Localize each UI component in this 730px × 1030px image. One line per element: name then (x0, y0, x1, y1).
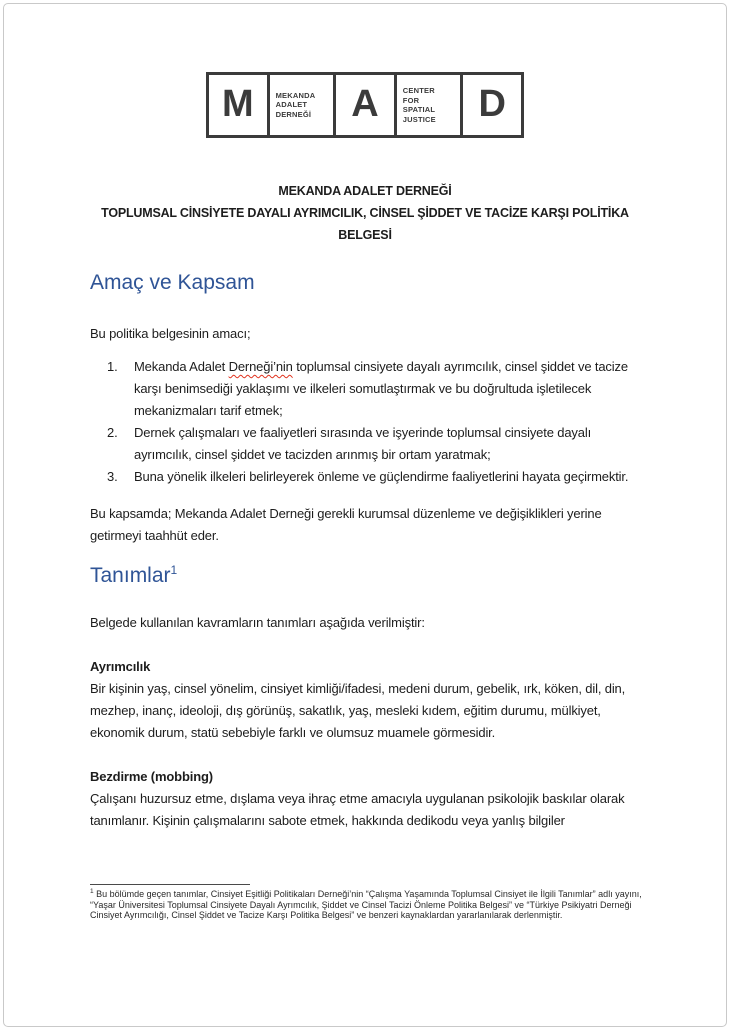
term-block-ayrimcilik (90, 656, 640, 744)
logo-org-tr-line: DERNEĞİ (275, 109, 312, 119)
logo-letter-m: M (221, 83, 254, 125)
logo-letter-a: A (351, 83, 379, 125)
logo-cell-a (333, 75, 394, 135)
heading-footnote-superscript: 1 (170, 563, 178, 577)
term-heading-bezdirme: Bezdirme (mobbing) (90, 769, 213, 784)
misspelled-word: Derneği’nin (228, 359, 293, 374)
logo-cell-m (209, 75, 267, 135)
list-item-text-post: toplumsal cinsiyete dayalı ayrımcılık, cinsel şiddet ve tacize karşı benimsediği yaklaşımı ve ilkeleri somutlaştırmak ve bu doğrultuda işletilecek mekanizmaları tarif etmek; (134, 359, 628, 418)
list-item-text-pre: Mekanda Adalet (134, 359, 229, 374)
paragraph-definitions-intro: Belgede kullanılan kavramların tanımları aşağıda verilmiştir: (90, 615, 425, 630)
document-body (4, 269, 726, 832)
list-item-3 (90, 466, 640, 488)
document-title (40, 180, 690, 246)
list-item-text: Dernek çalışmaları ve faaliyetleri sırasında ve işyerinde toplumsal cinsiyete dayalı ayrımcılık, cinsel şiddet ve tacizden arınmış bir ortam yaratmak; (134, 425, 592, 462)
section-heading-tanimlar-label: Tanımlar (90, 564, 171, 587)
logo-org-tr-line: ADALET (275, 100, 308, 110)
term-definition-bezdirme: Çalışanı huzursuz etme, dışlama veya ihraç etme amacıyla uygulanan psikolojik baskılar olarak tanımlanır. Kişinin çalışmalarını sabote etmek, hakkında dedikodu veya yanlış bilgiler (90, 791, 625, 828)
footnote-area (90, 884, 664, 921)
term-heading-ayrimcilik: Ayrımcılık (90, 659, 151, 674)
term-definition-ayrimcilik: Bir kişinin yaş, cinsel yönelim, cinsiyet kimliği/ifadesi, medeni durum, gebelik, ırk, köken, dil, din, mezhep, inanç, ideoloji, dış görünüş, sakatlık, yaş, mesleki kıdem, eğitim durumu, mülkiyet, ekonomik durum, statü sebebiyle farklı ve olumsuz muamele görmesidir. (90, 681, 626, 740)
footnote-marker: 1 (90, 888, 94, 895)
list-item-number: 2. (107, 425, 118, 440)
mad-logo (206, 72, 524, 138)
numbered-list (90, 356, 640, 488)
logo-org-en-line: JUSTICE (402, 114, 436, 124)
list-item-text (134, 356, 640, 422)
logo-letter-d: D (478, 83, 506, 125)
logo-org-en-line: CENTER (402, 86, 435, 95)
title-line: MEKANDA ADALET DERNEĞİ (278, 184, 452, 198)
footnote-text: Bu bölümde geçen tanımlar, Cinsiyet Eşitliği Politikaları Derneği’nin “Çalışma Yaşamında Toplumsal Cinsiyet ile İlgili Tanımlar” adlı yayını, “Yaşar Üniversitesi Toplumsal Cinsiyete Dayalı Ayrımcılık, Şiddet ve Cinsel Tacizi Önleme Politika Belgesi” ve “Türkiye Psikiyatri Derneği Cinsiyet Ayrımcılığı, Cinsel Şiddet ve Tacize Karşı Politika Belgesi” ve benzeri kaynaklardan yararlanılarak derlenmiştir. (90, 889, 642, 920)
list-item-text: Buna yönelik ilkeleri belirleyerek önleme ve güçlendirme faaliyetlerini hayata geçirmektir. (134, 469, 629, 484)
title-line: TOPLUMSAL CİNSİYETE DAYALI AYRIMCILIK, CİNSEL ŞİDDET VE TACİZE KARŞI POLİTİKA (101, 206, 629, 220)
section-heading-tanimlar (90, 562, 640, 589)
list-item-1 (90, 356, 640, 422)
list-item-2 (90, 422, 640, 466)
document-page (3, 3, 727, 1027)
logo-org-en-line: FOR (402, 95, 420, 105)
list-item-number: 3. (107, 469, 118, 484)
title-line: BELGESİ (338, 228, 392, 242)
footnote-separator (90, 884, 250, 885)
logo-org-tr-line: MEKANDA (275, 90, 316, 100)
logo-org-en-line: SPATIAL (402, 105, 436, 114)
paragraph-amac-closing: Bu kapsamda; Mekanda Adalet Derneği gerekli kurumsal düzenleme ve değişiklikleri yerine getirmeyi taahhüt eder. (90, 506, 602, 543)
list-item-number: 1. (107, 359, 118, 374)
section-heading-amac: Amaç ve Kapsam (90, 271, 255, 294)
footnote (90, 889, 664, 921)
paragraph-amac-intro: Bu politika belgesinin amacı; (90, 326, 251, 341)
logo-org-name-tr (267, 75, 334, 135)
term-block-bezdirme (90, 766, 640, 832)
logo-org-name-en (394, 75, 461, 135)
logo-cell-d (460, 75, 521, 135)
